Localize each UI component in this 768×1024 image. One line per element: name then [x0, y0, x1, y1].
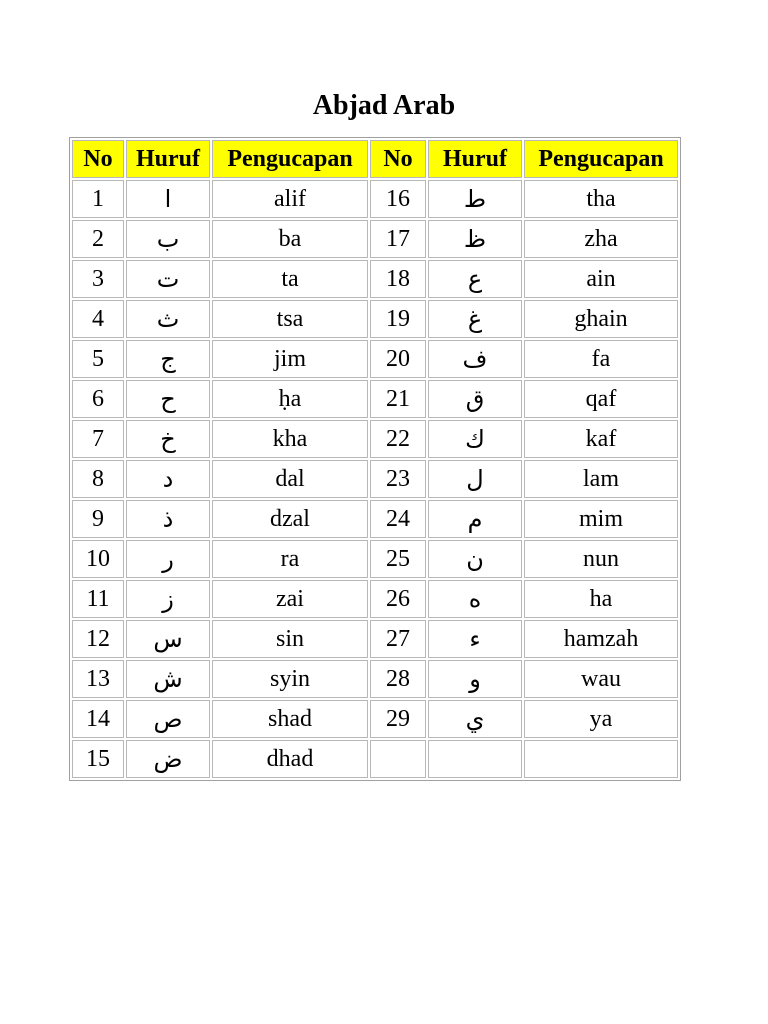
- cell-no: 8: [72, 460, 124, 498]
- cell-no: [370, 740, 426, 778]
- header-huruf: Huruf: [428, 140, 522, 178]
- table-row: [72, 420, 678, 458]
- cell-pengucapan: [524, 740, 678, 778]
- cell-huruf: و: [428, 660, 522, 698]
- cell-no: 17: [370, 220, 426, 258]
- cell-no: 4: [72, 300, 124, 338]
- cell-pengucapan: ain: [524, 260, 678, 298]
- cell-huruf: س: [126, 620, 210, 658]
- cell-no: 5: [72, 340, 124, 378]
- cell-pengucapan: syin: [212, 660, 368, 698]
- cell-huruf: ق: [428, 380, 522, 418]
- table-row: [72, 620, 678, 658]
- table-row: [72, 540, 678, 578]
- cell-pengucapan: hamzah: [524, 620, 678, 658]
- cell-huruf: غ: [428, 300, 522, 338]
- table-row: [72, 220, 678, 258]
- cell-huruf: ك: [428, 420, 522, 458]
- cell-no: 24: [370, 500, 426, 538]
- cell-huruf: [428, 740, 522, 778]
- cell-huruf: ظ: [428, 220, 522, 258]
- cell-pengucapan: dzal: [212, 500, 368, 538]
- table-row: [72, 740, 678, 778]
- header-no: No: [370, 140, 426, 178]
- cell-no: 20: [370, 340, 426, 378]
- cell-huruf: ي: [428, 700, 522, 738]
- cell-huruf: ع: [428, 260, 522, 298]
- cell-pengucapan: ḥa: [212, 380, 368, 418]
- table-row: [72, 580, 678, 618]
- cell-no: 1: [72, 180, 124, 218]
- header-no: No: [72, 140, 124, 178]
- cell-pengucapan: alif: [212, 180, 368, 218]
- cell-no: 16: [370, 180, 426, 218]
- cell-huruf: ت: [126, 260, 210, 298]
- cell-no: 29: [370, 700, 426, 738]
- cell-no: 27: [370, 620, 426, 658]
- cell-pengucapan: dal: [212, 460, 368, 498]
- cell-pengucapan: mim: [524, 500, 678, 538]
- cell-pengucapan: ra: [212, 540, 368, 578]
- cell-pengucapan: ghain: [524, 300, 678, 338]
- header-pengucapan: Pengucapan: [524, 140, 678, 178]
- cell-no: 15: [72, 740, 124, 778]
- header-huruf: Huruf: [126, 140, 210, 178]
- cell-huruf: ا: [126, 180, 210, 218]
- table-row: [72, 460, 678, 498]
- cell-no: 14: [72, 700, 124, 738]
- cell-huruf: م: [428, 500, 522, 538]
- cell-huruf: ط: [428, 180, 522, 218]
- cell-pengucapan: fa: [524, 340, 678, 378]
- cell-pengucapan: tha: [524, 180, 678, 218]
- table-row: [72, 340, 678, 378]
- cell-pengucapan: tsa: [212, 300, 368, 338]
- table-row: [72, 300, 678, 338]
- cell-pengucapan: kha: [212, 420, 368, 458]
- cell-pengucapan: ba: [212, 220, 368, 258]
- cell-no: 23: [370, 460, 426, 498]
- cell-no: 6: [72, 380, 124, 418]
- cell-huruf: ل: [428, 460, 522, 498]
- cell-huruf: ب: [126, 220, 210, 258]
- cell-huruf: ز: [126, 580, 210, 618]
- cell-pengucapan: ha: [524, 580, 678, 618]
- cell-no: 10: [72, 540, 124, 578]
- cell-huruf: ه: [428, 580, 522, 618]
- cell-huruf: د: [126, 460, 210, 498]
- table-row: [72, 180, 678, 218]
- cell-pengucapan: nun: [524, 540, 678, 578]
- cell-huruf: ح: [126, 380, 210, 418]
- page-title: Abjad Arab: [312, 90, 456, 121]
- cell-huruf: ف: [428, 340, 522, 378]
- cell-huruf: ر: [126, 540, 210, 578]
- cell-pengucapan: ya: [524, 700, 678, 738]
- header-pengucapan: Pengucapan: [212, 140, 368, 178]
- cell-no: 7: [72, 420, 124, 458]
- cell-huruf: ث: [126, 300, 210, 338]
- cell-huruf: ج: [126, 340, 210, 378]
- cell-no: 9: [72, 500, 124, 538]
- cell-no: 11: [72, 580, 124, 618]
- table-row: [72, 380, 678, 418]
- cell-huruf: ص: [126, 700, 210, 738]
- header-row: [72, 140, 678, 178]
- cell-no: 28: [370, 660, 426, 698]
- cell-pengucapan: zai: [212, 580, 368, 618]
- cell-pengucapan: qaf: [524, 380, 678, 418]
- abjad-table: [69, 137, 681, 781]
- cell-no: 18: [370, 260, 426, 298]
- cell-no: 13: [72, 660, 124, 698]
- cell-pengucapan: ta: [212, 260, 368, 298]
- cell-no: 3: [72, 260, 124, 298]
- table-row: [72, 700, 678, 738]
- cell-pengucapan: wau: [524, 660, 678, 698]
- cell-huruf: ش: [126, 660, 210, 698]
- cell-no: 19: [370, 300, 426, 338]
- cell-pengucapan: shad: [212, 700, 368, 738]
- cell-no: 12: [72, 620, 124, 658]
- cell-pengucapan: jim: [212, 340, 368, 378]
- cell-no: 26: [370, 580, 426, 618]
- table-row: [72, 260, 678, 298]
- cell-huruf: ن: [428, 540, 522, 578]
- table-row: [72, 500, 678, 538]
- cell-pengucapan: kaf: [524, 420, 678, 458]
- cell-no: 22: [370, 420, 426, 458]
- cell-pengucapan: dhad: [212, 740, 368, 778]
- cell-pengucapan: zha: [524, 220, 678, 258]
- cell-pengucapan: lam: [524, 460, 678, 498]
- cell-huruf: ء: [428, 620, 522, 658]
- cell-no: 21: [370, 380, 426, 418]
- cell-huruf: ذ: [126, 500, 210, 538]
- cell-pengucapan: sin: [212, 620, 368, 658]
- cell-huruf: خ: [126, 420, 210, 458]
- cell-huruf: ض: [126, 740, 210, 778]
- table-row: [72, 660, 678, 698]
- cell-no: 25: [370, 540, 426, 578]
- cell-no: 2: [72, 220, 124, 258]
